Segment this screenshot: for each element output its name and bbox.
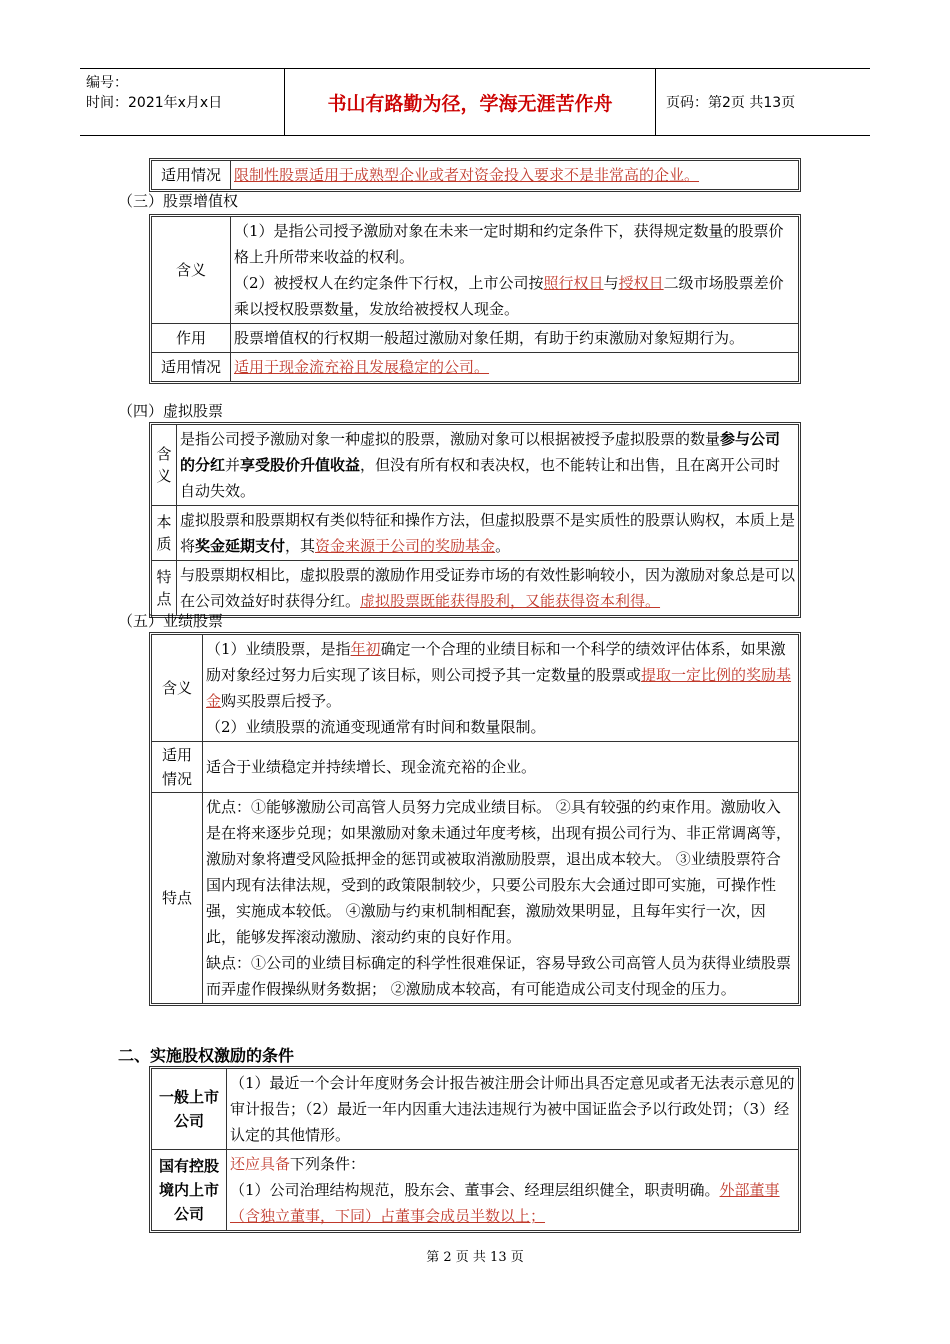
motto: 书山有路勤为径，学海无涯苦作舟 (285, 69, 656, 135)
restricted-stock-table (151, 160, 799, 190)
content-cell: （1）业绩股票，是指年初确定一个合理的业绩目标和一个科学的绩效评估体系，如果激励对象经过努力后实现了该目标，则公司授予其一定数量的股票或提取一定比例的奖励基金购买股票后授予。 （2）业绩股票的流通变现通常有时间和数量限制。 (203, 635, 799, 742)
content-cell: 优点：①能够激励公司高管人员努力完成业绩目标。 ②具有较强的约束作用。激励收入是在将来逐步兑现；如果激励对象未通过年度考核，出现有损公司行为、非正常调离等，激励对象将遭受风险抵押金的惩罚或被取消激励股票，退出成本较大。 ③业绩股票符合国内现有法律法规，受到的政策限制较少，只要公司股东大会通过即可实施，可操作性强，实施成本较低。 ④激励与约束机制相配套，激励效果明显，且每年实行一次，因此，能够发挥滚动激励、滚动约束的良好作用。 缺点：①公司的业绩目标确定的科学性很难保证，容易导致公司高管人员为获得业绩股票而弄虚作假操纵财务数据； ②激励成本较高，有可能造成公司支付现金的压力。 (203, 793, 799, 1004)
content-cell: 适合于业绩稳定并持续增长、现金流充裕的企业。 (203, 742, 799, 793)
label-cell: 含义 (152, 635, 203, 742)
number-label: 编号： (86, 75, 128, 91)
time-label: 时间：2021年x月x日 (86, 95, 223, 111)
label-cell: 含义 (152, 425, 177, 506)
label-cell: 适用情况 (152, 161, 231, 190)
label-cell: 适用情况 (152, 353, 231, 382)
label-cell: 作用 (152, 324, 231, 353)
label-cell: 一般上市公司 (152, 1069, 227, 1150)
label-cell: 特点 (152, 793, 203, 1004)
label-cell: 特点 (152, 561, 177, 616)
label-cell: 国有控股境内上市公司 (152, 1150, 227, 1231)
content-cell: 适用于现金流充裕且发展稳定的公司。 (231, 353, 799, 382)
section-title-sar: （三）股票增值权 (118, 192, 239, 210)
page-footer: 第 2 页 共 13 页 (426, 1250, 524, 1265)
page-info: 页码：第2页 共13页 (666, 95, 796, 111)
performance-stock-table (151, 634, 799, 1004)
phantom-stock-table (151, 424, 799, 616)
label-cell: 含义 (152, 217, 231, 324)
content-cell: 股票增值权的行权期一般超过激励对象任期，有助于约束激励对象短期行为。 (231, 324, 799, 353)
section-title-conditions: 二、实施股权激励的条件 (118, 1046, 295, 1065)
content-cell: 虚拟股票和股票期权有类似特征和操作方法，但虚拟股票不是实质性的股票认购权，本质上是将奖金延期支付，其资金来源于公司的奖励基金。 (177, 506, 799, 561)
label-cell: 本质 (152, 506, 177, 561)
header-meta (80, 69, 285, 135)
content-cell: （1）是指公司授予激励对象在未来一定时期和约定条件下，获得规定数量的股票价格上升所带来收益的权利。 （2）被授权人在约定条件下行权，上市公司按照行权日与授权日二级市场股票差价乘以授权股票数量，发放给被授权人现金。 (231, 217, 799, 324)
content-cell: （1）最近一个会计年度财务会计报告被注册会计师出具否定意见或者无法表示意见的审计报告；（2）最近一年内因重大违法违规行为被中国证监会予以行政处罚；（3）经认定的其他情形。 (227, 1069, 799, 1150)
section-title-phantom: （四）虚拟股票 (118, 402, 224, 420)
conditions-table (151, 1068, 799, 1231)
label-cell: 适用情况 (152, 742, 203, 793)
content-cell: 是指公司授予激励对象一种虚拟的股票，激励对象可以根据被授予虚拟股票的数量参与公司的分红并享受股价升值收益，但没有所有权和表决权，也不能转让和出售，且在离开公司时自动失效。 (177, 425, 799, 506)
section-title-performance: （五）业绩股票 (118, 612, 224, 630)
content-cell: 与股票期权相比，虚拟股票的激励作用受证券市场的有效性影响较小，因为激励对象总是可以在公司效益好时获得分红。虚拟股票既能获得股利，又能获得资本利得。 (177, 561, 799, 616)
content-cell: 还应具备下列条件： （1）公司治理结构规范，股东会、董事会、经理层组织健全，职责明确。外部董事（含独立董事，下同）占董事会成员半数以上； (227, 1150, 799, 1231)
page-header (80, 68, 870, 136)
sar-table (151, 216, 799, 382)
content-cell: 限制性股票适用于成熟型企业或者对资金投入要求不是非常高的企业。 (231, 161, 799, 190)
